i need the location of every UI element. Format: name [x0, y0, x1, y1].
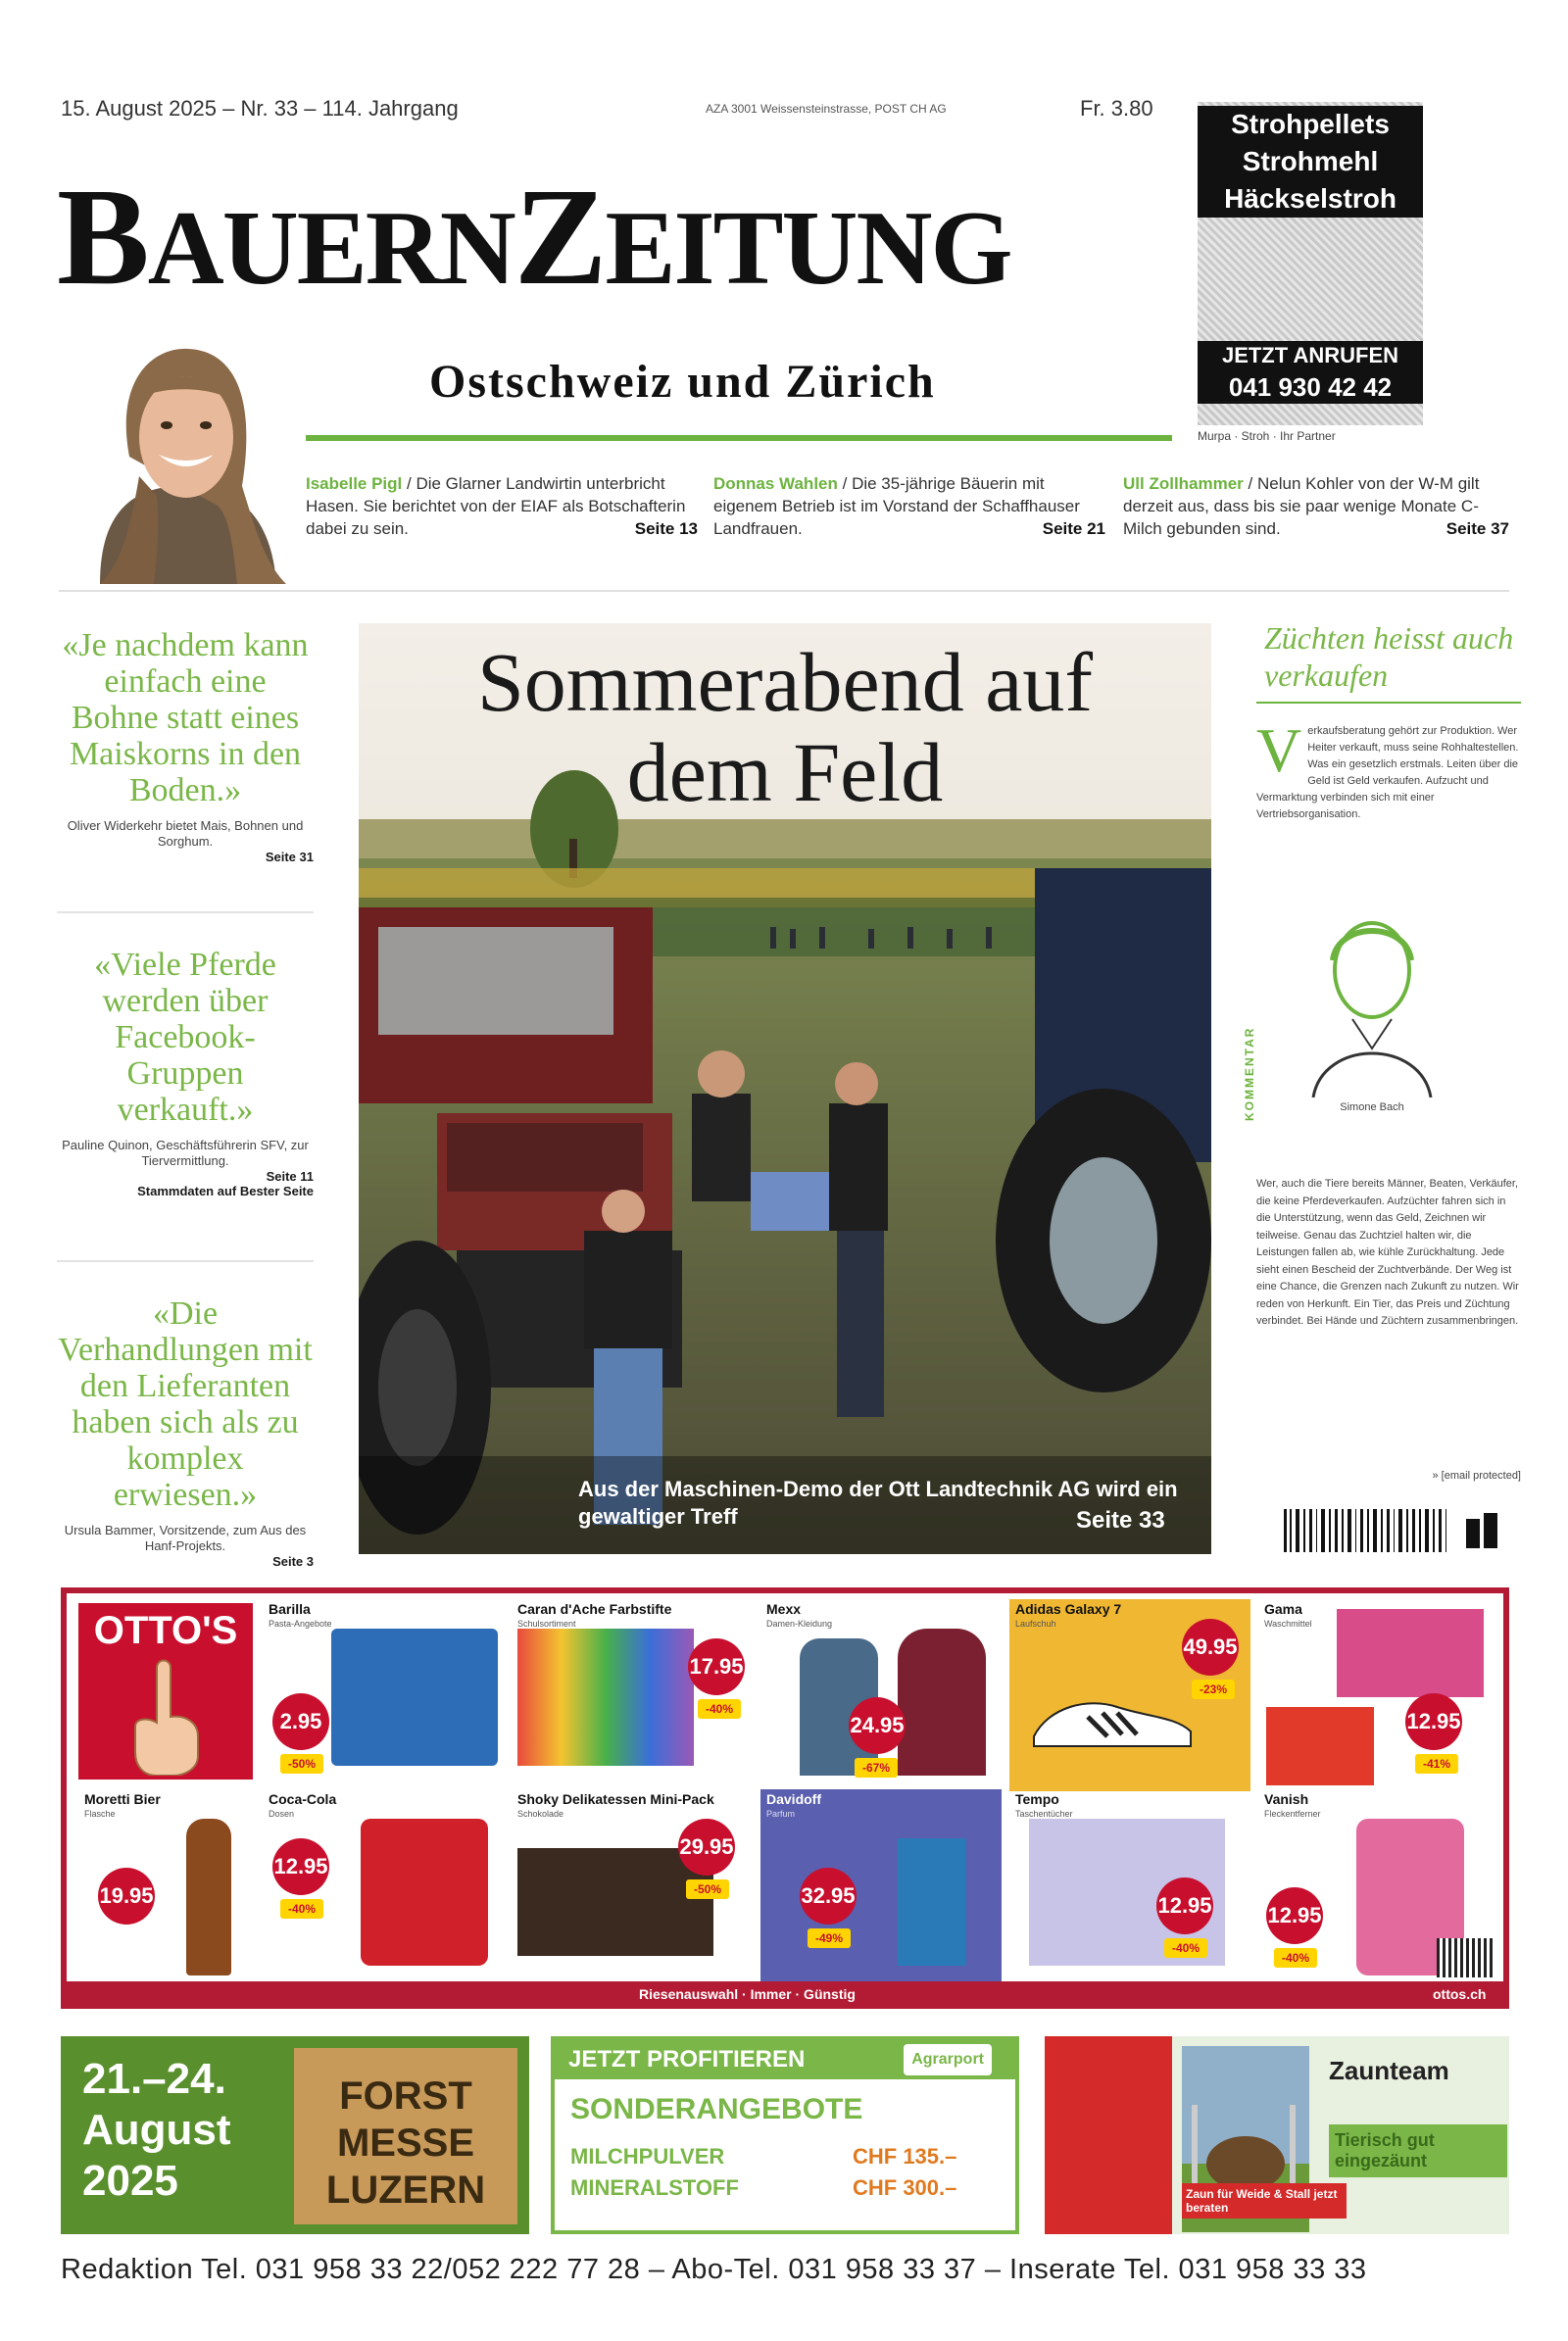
offer-shoky-sub: Schokolade: [517, 1809, 564, 1819]
quote-3-page: Seite 3: [272, 1554, 314, 1569]
offer-barilla-price: 2.95: [272, 1693, 329, 1750]
offer-shoky[interactable]: [512, 1789, 753, 1981]
quote-2-text: «Viele Pferde werden über Facebook-Gruppen verkauft.»: [94, 947, 276, 1128]
forstmesse-word3: LUZERN: [325, 2169, 486, 2212]
commentary-body-2: Wer, auch die Tiere bereits Männer, Beaten, Verkäufer, die keine Pferdeverkaufen. Aufzüchter fahren sich in die Unterstützung, wenn das Geld, Zeichnen wir teilweise. Genau das Zuchtziel halten wir, die Leistungen fallen ab, wie kühle Zurückhaltung. Jede sieht einen Bescheid der Zuchtverbände. Der Weg ist eine Chance, die Grenzen nach Zukunft zu nutzen. Wir reden von Herkunft. Ein Tier, das Preis und Züchtung verbindet. Bei Hände und Züchtern zusammenbringen.: [1256, 1178, 1519, 1327]
offer-caran-sub: Schulsortiment: [517, 1619, 576, 1629]
quote-2-page-note: Stammdaten auf Bester Seite: [137, 1184, 314, 1198]
zaunteam-ad[interactable]: [1045, 2036, 1509, 2234]
quote-separator: [57, 911, 314, 913]
hand-icon: [127, 1658, 206, 1776]
perfume-bottle: [898, 1838, 966, 1966]
masthead: [57, 159, 1174, 314]
offer-barilla-sub: Pasta-Angebote: [269, 1619, 332, 1629]
quote-block-1[interactable]: [57, 627, 314, 864]
offer-barilla-name: Barilla: [269, 1601, 311, 1617]
offer-caran-price: 17.95: [688, 1638, 745, 1695]
pencils-image: [517, 1629, 694, 1766]
offer-adidas-name: Adidas Galaxy 7: [1015, 1601, 1122, 1617]
hero-caption: Aus der Maschinen-Demo der Ott Landtechnik AG wird ein gewaltiger Treff: [578, 1477, 1178, 1529]
offer-shoky-price: 29.95: [678, 1819, 735, 1876]
offer-cocacola-pct: -40%: [280, 1899, 323, 1919]
straw-ad-phone: 041 930 42 42: [1198, 370, 1423, 404]
agrarport-cta: JETZT PROFITIEREN: [568, 2046, 806, 2073]
zaunteam-red-text: Zaun für Weide & Stall jetzt beraten: [1182, 2183, 1347, 2219]
ottos-url: ottos.ch: [1433, 1986, 1487, 2002]
hero-title-line2: dem Feld: [626, 725, 944, 819]
offer-gama-price: 12.95: [1405, 1693, 1462, 1750]
ottos-logo: OTTO'S: [93, 1609, 238, 1652]
commentary-body: [1256, 715, 1521, 823]
agrarport-price1: CHF 135.–: [853, 2144, 957, 2169]
quote-block-2[interactable]: [57, 947, 314, 1198]
offer-tempo-pct: -40%: [1164, 1938, 1207, 1958]
teaser-2-text: Die 35-jährige Bäuerin mit eigenem Betrieb ist im Vorstand der Schaffhauser Landfrauen.: [713, 474, 1080, 538]
author-name: Simone Bach: [1340, 1101, 1404, 1113]
model-image: [898, 1629, 986, 1776]
agrarport-head: [555, 2040, 1015, 2079]
straw-ad-line2: Strohmehl: [1198, 143, 1423, 180]
agrarport-title: SONDERANGEBOTE: [570, 2093, 863, 2125]
offer-cocacola-name: Coca-Cola: [269, 1791, 337, 1807]
offer-vanish-sub: Fleckentferner: [1264, 1809, 1321, 1819]
offer-gama[interactable]: [1258, 1599, 1499, 1791]
offer-adidas[interactable]: [1009, 1599, 1250, 1791]
offer-davidoff-pct: -49%: [808, 1928, 851, 1948]
offer-mexx[interactable]: [760, 1599, 1002, 1791]
quote-1-page: Seite 31: [265, 850, 314, 864]
teaser-2-page: Seite 21: [1042, 519, 1105, 538]
straw-ad[interactable]: [1198, 102, 1423, 425]
offer-adidas-pct: -23%: [1192, 1680, 1235, 1699]
offer-gama-pct: -41%: [1415, 1754, 1458, 1774]
teaser-1-kicker: Isabelle Pigl: [306, 474, 403, 493]
dropcap: V: [1256, 715, 1302, 785]
masthead-eitung: EITUNG: [605, 190, 1011, 307]
offer-cocacola[interactable]: [263, 1789, 504, 1981]
offer-caran[interactable]: [512, 1599, 753, 1791]
offer-mexx-price: 24.95: [849, 1697, 906, 1754]
masthead-auern: AUERN: [147, 190, 514, 307]
kommentar-label: [1243, 905, 1266, 1121]
offer-cocacola-price: 12.95: [272, 1838, 329, 1895]
masthead-rule: [306, 435, 1172, 441]
postal-line: AZA 3001 Weissensteinstrasse, POST CH AG: [706, 102, 947, 116]
agrarport-price2: CHF 300.–: [853, 2175, 957, 2200]
offer-tempo-name: Tempo: [1015, 1791, 1059, 1807]
zaunteam-red-panel: [1045, 2036, 1172, 2234]
offer-davidoff-name: Davidoff: [766, 1791, 821, 1807]
offer-moretti-price: 19.95: [98, 1868, 155, 1925]
offer-mexx-sub: Damen-Kleidung: [766, 1619, 833, 1629]
commentary-headline[interactable]: Züchten heisst auch verkaufen: [1264, 620, 1514, 693]
offer-vanish-pct: -40%: [1274, 1948, 1317, 1968]
commentary-email: » [email protected]: [1432, 1470, 1521, 1482]
teaser-2[interactable]: Donnas Wahlen / Die 35-jährige Bäuerin mit eigenem Betrieb ist im Vorstand der Schaffhauser Landfrauen. Seite 21: [713, 474, 1105, 538]
straw-ad-footer: Murpa · Stroh · Ihr Partner: [1198, 429, 1336, 443]
straw-ad-cta: JETZT ANRUFEN: [1198, 341, 1423, 370]
teaser-3-page: Seite 37: [1446, 519, 1509, 538]
forstmesse-date: 21.–24. August 2025: [82, 2055, 231, 2205]
detergent-image: [1337, 1609, 1484, 1697]
hero-title[interactable]: [359, 637, 1211, 817]
beer-bottle: [186, 1819, 231, 1975]
detergent-box: [1266, 1707, 1374, 1785]
portrait-photo: [61, 339, 306, 584]
teaser-rule: [59, 590, 1509, 592]
agrarport-item2: MINERALSTOFF: [570, 2175, 739, 2200]
region-subtitle: Ostschweiz und Zürich: [429, 356, 936, 408]
ottos-slogan: Riesenauswahl · Immer · Günstig: [639, 1986, 856, 2002]
teaser-1-page: Seite 13: [634, 519, 698, 538]
zaunteam-brand: Zaunteam: [1329, 2056, 1449, 2085]
kommentar-text: KOMMENTAR: [1243, 1026, 1256, 1121]
offer-davidoff-sub: Parfum: [766, 1809, 796, 1819]
teaser-1-text: Die Glarner Landwirtin unterbricht Hasen. Sie berichtet von der EIAF als Botschafterin dabei zu sein.: [306, 474, 686, 538]
author-sketch: [1294, 902, 1450, 1097]
offer-moretti-sub: Flasche: [84, 1809, 116, 1819]
straw-ad-line1: Strohpellets: [1198, 106, 1423, 143]
offer-moretti-name: Moretti Bier: [84, 1791, 161, 1807]
offer-mexx-name: Mexx: [766, 1601, 802, 1617]
teaser-3-text: Nelun Kohler von der W-M gilt derzeit aus, dass bis sie paar wenige Monate C-Milch gebunden sind.: [1123, 474, 1480, 538]
shoe-icon: [1029, 1678, 1196, 1756]
dateline: 15. August 2025 – Nr. 33 – 114. Jahrgang: [61, 96, 459, 121]
forstmesse-word2: MESSE: [336, 2122, 475, 2165]
offer-gama-name: Gama: [1264, 1601, 1302, 1617]
offer-davidoff-price: 32.95: [800, 1868, 857, 1925]
agrarport-brand: Agrarport: [904, 2044, 992, 2075]
quote-1-text: «Je nachdem kann einfach eine Bohne statt eines Maiskorns in den Boden.»: [62, 627, 309, 808]
zaunteam-slogan: Tierisch gut eingezäunt: [1329, 2124, 1507, 2177]
offer-shoky-pct: -50%: [686, 1879, 729, 1899]
offer-tempo-sub: Taschentücher: [1015, 1809, 1073, 1819]
offer-shoky-name: Shoky Delikatessen Mini-Pack: [517, 1791, 714, 1807]
contact-footer: Redaktion Tel. 031 958 33 22/052 222 77 28 – Abo-Tel. 031 958 33 37 – Inserate Tel. 031 958 33 33: [61, 2254, 1367, 2285]
forstmesse-word1: FORST: [339, 2074, 472, 2118]
quote-separator: [57, 1260, 314, 1262]
offer-vanish-price: 12.95: [1266, 1887, 1323, 1944]
quote-1-source: Oliver Widerkehr bietet Mais, Bohnen und Sorghum.: [67, 818, 304, 849]
barcode: [1284, 1509, 1501, 1564]
ottos-logo-box[interactable]: [78, 1603, 253, 1780]
barilla-pack: [331, 1629, 498, 1766]
forstmesse-logo: [294, 2048, 517, 2224]
offer-caran-pct: -40%: [698, 1699, 741, 1719]
commentary-rule: [1256, 702, 1521, 704]
quote-3-text: «Die Verhandlungen mit den Lieferanten haben sich als zu komplex erwiesen.»: [58, 1295, 313, 1513]
quote-3-source: Ursula Bammer, Vorsitzende, zum Aus des Hanf-Projekts.: [64, 1523, 307, 1553]
offer-adidas-sub: Laufschuh: [1015, 1619, 1056, 1629]
teaser-3[interactable]: Ull Zollhammer / Nelun Kohler von der W-M gilt derzeit aus, dass bis sie paar wenige Monate C-Milch gebunden sind. Seite 37: [1123, 474, 1509, 538]
offer-davidoff[interactable]: [760, 1789, 1002, 1981]
offer-gama-sub: Waschmittel: [1264, 1619, 1312, 1629]
offer-caran-name: Caran d'Ache Farbstifte: [517, 1601, 672, 1617]
price: Fr. 3.80: [1080, 96, 1153, 121]
hero-page: Seite 33: [1076, 1507, 1165, 1534]
hero-title-line1: Sommerabend auf: [476, 635, 1094, 729]
offer-barilla[interactable]: [263, 1599, 504, 1791]
offer-cocacola-sub: Dosen: [269, 1809, 295, 1819]
offer-tempo[interactable]: [1009, 1789, 1250, 1981]
teaser-1[interactable]: Isabelle Pigl / Die Glarner Landwirtin unterbricht Hasen. Sie berichtet von der EIAF als Botschafterin dabei zu sein. Seite 13: [306, 474, 698, 538]
agrarport-item1: MILCHPULVER: [570, 2144, 725, 2169]
ottos-footer: [61, 1981, 1509, 2009]
offer-barilla-pct: -50%: [280, 1754, 323, 1774]
straw-ad-line3: Häckselstroh: [1198, 180, 1423, 218]
offer-mexx-pct: -67%: [855, 1758, 898, 1778]
quote-2-source: Pauline Quinon, Geschäftsführerin SFV, zur Tiervermittlung.: [62, 1138, 309, 1168]
teaser-3-kicker: Ull Zollhammer: [1123, 474, 1244, 493]
commentary-body-text: erkaufsberatung gehört zur Produktion. Wer Heiter verkauft, muss seine Rohhaltestellen. Was ein gesetzlich erstmals. Leiten über die Geld ist Geld verkaufen. Aufzucht und Vermarktung verbinden sich mit einer Vertriebsorganisation.: [1256, 725, 1519, 820]
quote-block-3[interactable]: [57, 1295, 314, 1569]
offer-adidas-price: 49.95: [1182, 1619, 1239, 1676]
masthead-z: Z: [514, 159, 606, 314]
qr-code[interactable]: [1437, 1938, 1495, 1977]
offer-vanish-name: Vanish: [1264, 1791, 1309, 1807]
quote-2-page: Seite 11: [266, 1169, 314, 1184]
teaser-2-kicker: Donnas Wahlen: [713, 474, 838, 493]
offer-tempo-price: 12.95: [1156, 1878, 1213, 1934]
cola-cans: [361, 1819, 488, 1966]
masthead-b: B: [57, 159, 148, 314]
